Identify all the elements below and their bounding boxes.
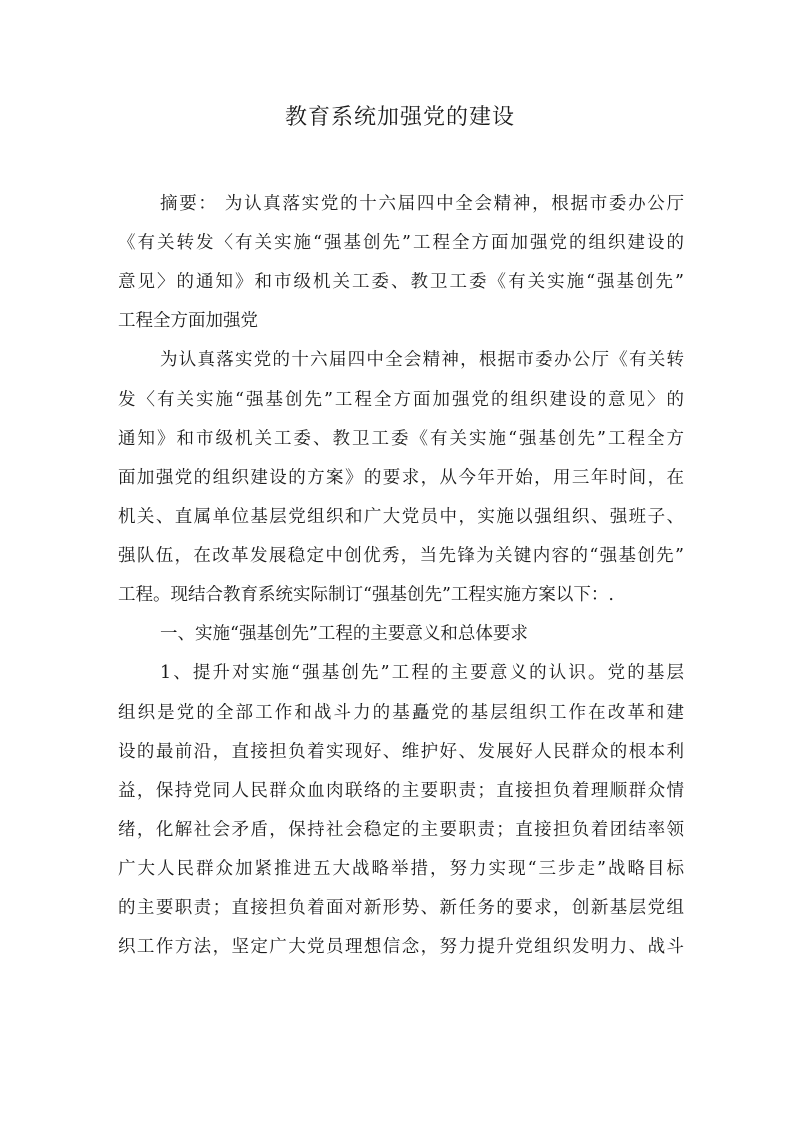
body-line: 设的最前沿，直接担负着实现好、维护好、发展好人民群众的根本利 [118,742,684,762]
section-heading: 一、实施“强基创先”工程的主要意义和总体要求 [160,624,528,644]
body-line: 工程。现结合教育系统实际制订“强基创先”工程实施方案以下：. [118,585,614,605]
abstract-line-2: 《有关转发〈有关实施“强基创先”工程全方面加强党的组织建设的 [118,233,684,253]
body-line: 强队伍，在改革发展稳定中创优秀，当先锋为关键内容的“强基创先” [118,546,684,566]
body-line: 广大人民群众加紧推进五大战略举措，努力实现“三步走”战略目标 [118,859,684,879]
body-line: 面加强党的组织建设的方案》的要求，从今年开始，用三年时间，在 [118,468,684,488]
body-line: 发〈有关实施“强基创先”工程全方面加强党的组织建设的意见〉的 [118,390,684,410]
body-line: 益，保持党同人民群众血肉联络的主要职责；直接担负着理顺群众情 [118,781,684,801]
body-line: 机关、直属单位基层党组织和广大党员中，实施以强组织、强班子、 [118,507,684,527]
document-title: 教育系统加强党的建设 [284,105,515,130]
body-line: 组织是党的全部工作和战斗力的基矗党的基层组织工作在改革和建 [118,703,684,723]
body-line: 的主要职责；直接担负着面对新形势、新任务的要求，创新基层党组 [118,898,684,918]
body-line: 织工作方法，坚定广大党员理想信念，努力提升党组织发明力、战斗 [118,937,684,957]
body-line: 1、提升对实施“强基创先”工程的主要意义的认识。党的基层 [160,663,684,683]
abstract-line-1: 摘要： 为认真落实党的十六届四中全会精神，根据市委办公厅 [160,194,684,214]
body-line: 绪，化解社会矛盾，保持社会稳定的主要职责；直接担负着团结率领 [118,820,684,840]
abstract-line-4: 工程全方面加强党 [118,311,258,331]
body-line: 为认真落实党的十六届四中全会精神，根据市委办公厅《有关转 [160,350,684,370]
body-line: 通知》和市级机关工委、教卫工委《有关实施“强基创先”工程全方 [118,429,684,449]
abstract-line-3: 意见〉的通知》和市级机关工委、教卫工委《有关实施“强基创先” [118,272,684,292]
